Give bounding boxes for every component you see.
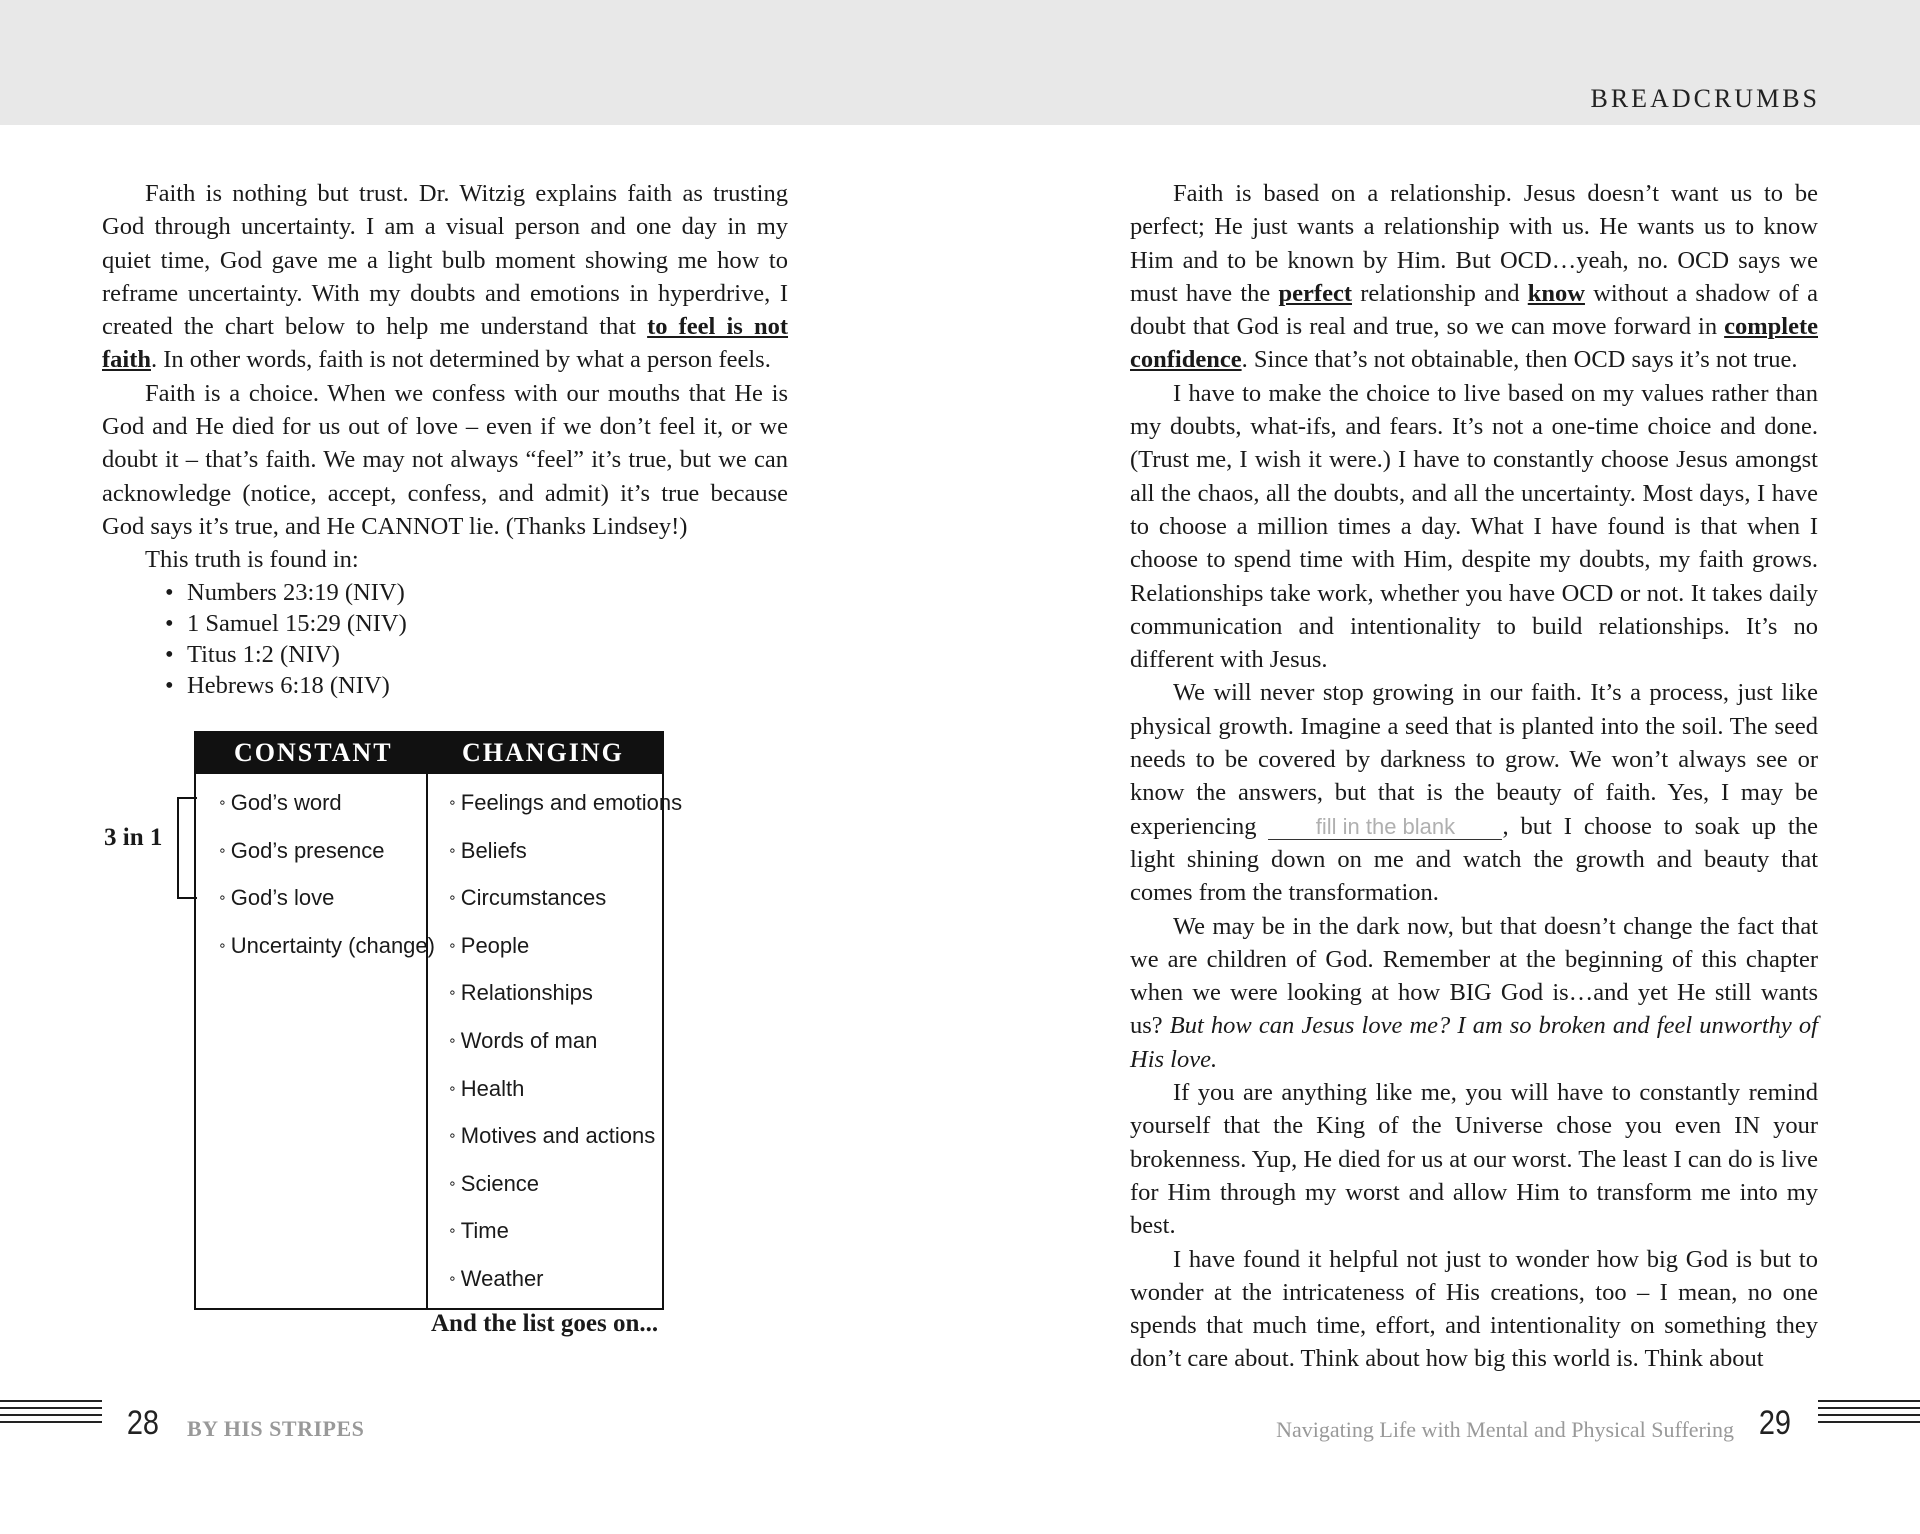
circle-bullet-icon: ∘	[448, 936, 457, 953]
bullet-icon: •	[165, 578, 174, 606]
bullet-icon: •	[165, 609, 174, 637]
bullet-icon: •	[165, 640, 174, 668]
italic-quote: But how can Jesus love me? I am so broken and feel unworthy of His love.	[1130, 1012, 1818, 1073]
list-item: ∘ God’s love	[218, 885, 335, 911]
paragraph: If you are anything like me, you will have to constantly remind yourself that the King of the Universe chose you even IN your brokenness. Yup, He died for us at our worst. The least I can do is live for Him through my worst and allow Him to transform me into my best.	[1130, 1079, 1818, 1240]
circle-bullet-icon: ∘	[448, 984, 457, 1001]
changing-list	[448, 788, 682, 1312]
circle-bullet-icon: ∘	[218, 841, 227, 858]
footer-book-title: BY HIS STRIPES	[187, 1416, 365, 1441]
list-item: ∘ Relationships	[448, 980, 593, 1006]
paragraph: We may be in the dark now, but that doesn’t change the fact that we are children of God. Remember at the beginning of this chapter when we were looking at how BIG God is…and yet He still wants us? But how can Jesus love me? I am so broken and feel unworthy of His love.	[1130, 912, 1818, 1073]
footer-subtitle: Navigating Life with Mental and Physical Suffering	[1276, 1417, 1734, 1442]
three-in-one-label: 3 in 1	[104, 824, 163, 851]
circle-bullet-icon: ∘	[448, 1269, 457, 1286]
footer-rules-left	[0, 1400, 102, 1428]
paragraph: Faith is nothing but trust. Dr. Witzig explains faith as trusting God through uncertainty. I am a visual person and one day in my quiet time, God gave me a light bulb moment showing me how to reframe uncertainty. With my doubts and emotions in hyperdrive, I created the chart below to help me understand that to feel is not faith. In other words, faith is not determined by what a person feels.	[102, 180, 789, 374]
list-item: ∘ God’s word	[218, 790, 342, 815]
list-item: ∘ God’s presence	[218, 837, 385, 863]
list-item: ∘ Time	[448, 1218, 509, 1244]
emphasis-underline: complete confidence	[1130, 313, 1818, 374]
list-item: • Hebrews 6:18 (NIV)	[165, 671, 390, 699]
emphasis-underline: perfect	[1278, 279, 1352, 307]
chart-footnote: And the list goes on...	[431, 1310, 659, 1337]
list-item: ∘ Motives and actions	[448, 1123, 656, 1149]
circle-bullet-icon: ∘	[448, 889, 457, 906]
circle-bullet-icon: ∘	[448, 1031, 457, 1048]
paragraph: I have found it helpful not just to wonder how big God is but to wonder at the intricateness of His creations, too – I mean, no one spends that much time, effort, and intentionality on something they don’t care about. Think about how big this world is. Think about	[1130, 1245, 1818, 1373]
paragraph: This truth is found in:	[145, 546, 359, 574]
running-head: BREADCRUMBS	[1590, 84, 1820, 113]
list-item: ∘ Feelings and emotions	[448, 790, 683, 815]
fill-in-blank: fill in the blank	[1268, 815, 1502, 840]
circle-bullet-icon: ∘	[218, 936, 227, 953]
bullet-icon: •	[165, 671, 174, 699]
list-item: ∘ Words of man	[448, 1027, 598, 1053]
circle-bullet-icon: ∘	[218, 889, 227, 906]
constant-list	[218, 788, 435, 978]
chart-header-constant: CONSTANT	[234, 738, 393, 767]
chart-header	[196, 733, 662, 774]
list-item: ∘ Uncertainty (change)	[218, 932, 435, 958]
paragraph: Faith is based on a relationship. Jesus doesn’t want us to be perfect; He just wants a relationship with us. He wants us to know Him and to be known by Him. But OCD…yeah, no. OCD says we must have the perfect relationship and know without a shadow of a doubt that God is real and true, so we can move forward in complete confidence. Since that’s not obtainable, then OCD says it’s not true.	[1130, 180, 1819, 374]
list-item: ∘ People	[448, 932, 530, 958]
verse-list	[102, 577, 788, 701]
circle-bullet-icon: ∘	[448, 1174, 457, 1191]
footer-rules-right	[1818, 1400, 1920, 1428]
paragraph: Faith is a choice. When we confess with our mouths that He is God and He died for us out of love – even if we don’t feel it, or we doubt it – that’s faith. We may not always “feel” it’s true, but we can acknowledge (notice, accept, confess, and admit) it’s true because God says it’s true, and He CANNOT lie. (Thanks Lindsey!)	[102, 379, 788, 540]
right-page-body	[1130, 177, 1818, 1376]
emphasis-underline: know	[1527, 279, 1585, 307]
three-in-one-bracket	[177, 797, 197, 899]
circle-bullet-icon: ∘	[448, 1127, 457, 1144]
circle-bullet-icon: ∘	[448, 841, 457, 858]
list-item: ∘ Circumstances	[448, 885, 607, 911]
list-item: • Titus 1:2 (NIV)	[165, 640, 340, 668]
chart-header-changing: CHANGING	[462, 738, 624, 767]
circle-bullet-icon: ∘	[448, 1222, 457, 1239]
paragraph: I have to make the choice to live based on my values rather than my doubts, what-ifs, and fears. It’s not a one-time choice and done. (Trust me, I wish it were.) I have to constantly choose Jesus amongst all the chaos, all the doubts, and all the uncertainty. Most days, I have to choose a million times a day. What I have found is that when I choose to spend time with Him, despite my doubts, my faith grows. Relationships take work, whether you have OCD or not. It takes daily communication and intentionality to build relationships. It’s no different with Jesus.	[1130, 379, 1818, 674]
list-item: ∘ Weather	[448, 1265, 544, 1291]
list-item: • Numbers 23:19 (NIV)	[165, 578, 405, 606]
circle-bullet-icon: ∘	[448, 794, 457, 810]
emphasis-underline: to feel is not faith	[102, 313, 789, 374]
left-page-body	[102, 177, 788, 701]
circle-bullet-icon: ∘	[218, 794, 227, 810]
page-number-right: 29	[1758, 1404, 1791, 1442]
list-item: ∘ Beliefs	[448, 837, 527, 863]
circle-bullet-icon: ∘	[448, 1079, 457, 1096]
page-number-left: 28	[126, 1404, 159, 1442]
list-item: ∘ Science	[448, 1170, 540, 1196]
constant-changing-chart	[194, 731, 683, 1310]
paragraph: We will never stop growing in our faith. It’s a process, just like physical growth. Imagine a seed that is planted into the soil. The seed needs to be covered by darkness to grow. We won’t always see or know the answers, but that is the beauty of faith. Yes, I may be experiencing fill in the blank , but I choose to soak up the light shining down on me and watch the growth and beauty that comes from the transformation.	[1130, 679, 1818, 907]
list-item: • 1 Samuel 15:29 (NIV)	[165, 609, 407, 637]
list-item: ∘ Health	[448, 1075, 525, 1101]
